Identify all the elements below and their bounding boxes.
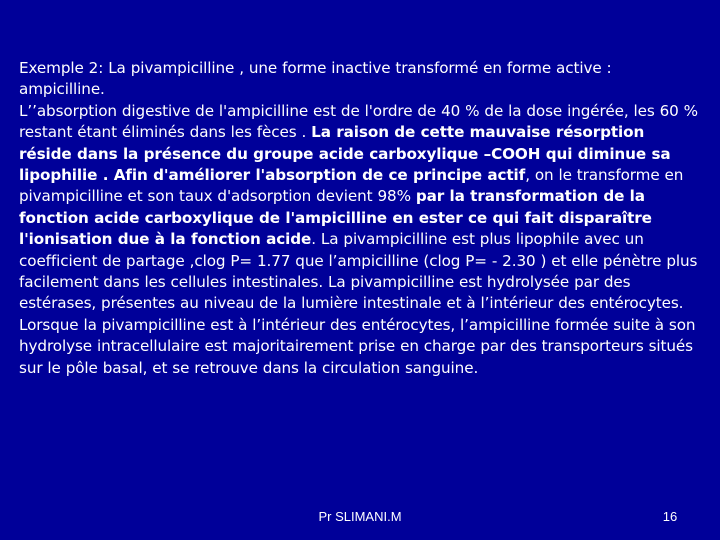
remaining-text: . La pivampicilline est plus lipophile avec un coefficient de partage ,clog P= 1.77 que l’ampicilline (clog P= - 2.30 ) et elle pénètre plus facilement dans les cellules intestinales. La pivampicilline est hydrolysée par des estérases, présentes au niveau de la lumière intestinale et à l’intérieur des entérocytes. Lorsque la pivampicilline est à l’intérieur des entérocytes, l’ampicilline formée suite à son hydrolyse intracellulaire est majoritairement prise en charge par des transporteurs situés sur le pôle basal, et se retrouve dans la circulation sanguine. — [19, 230, 698, 377]
page-number: 16 — [662, 509, 678, 524]
reason-bold-text: La raison de cette mauvaise résorption réside dans la présence du groupe acide carboxylique –COOH qui diminue sa lipophilie . Afin d'améliorer l'absorption de ce principe actif — [19, 123, 671, 185]
example-heading-line: Exemple 2: La pivampicilline , une forme inactive transformé en forme active : — [19, 59, 612, 77]
example-heading-continuation: ampicilline. — [19, 80, 105, 99]
intro-text: L’’absorption digestive de l'ampicilline est de l'ordre de 40 % de la dose ingérée, les 60 % restant étant éliminés dans les fèces . — [19, 101, 698, 142]
footer-author: Pr SLIMANI.M — [318, 509, 402, 524]
transform-text: , on le transforme en pivampicilline et son taux d'adsorption devient 98% — [19, 166, 684, 206]
transformation-bold-text: par la transformation de la fonction acide carboxylique de l'ampicilline en ester ce qui fait disparaître l'ionisation due à la fonction acide — [19, 187, 652, 249]
slide-body-text — [19, 58, 701, 379]
absorption-paragraph — [19, 101, 701, 379]
